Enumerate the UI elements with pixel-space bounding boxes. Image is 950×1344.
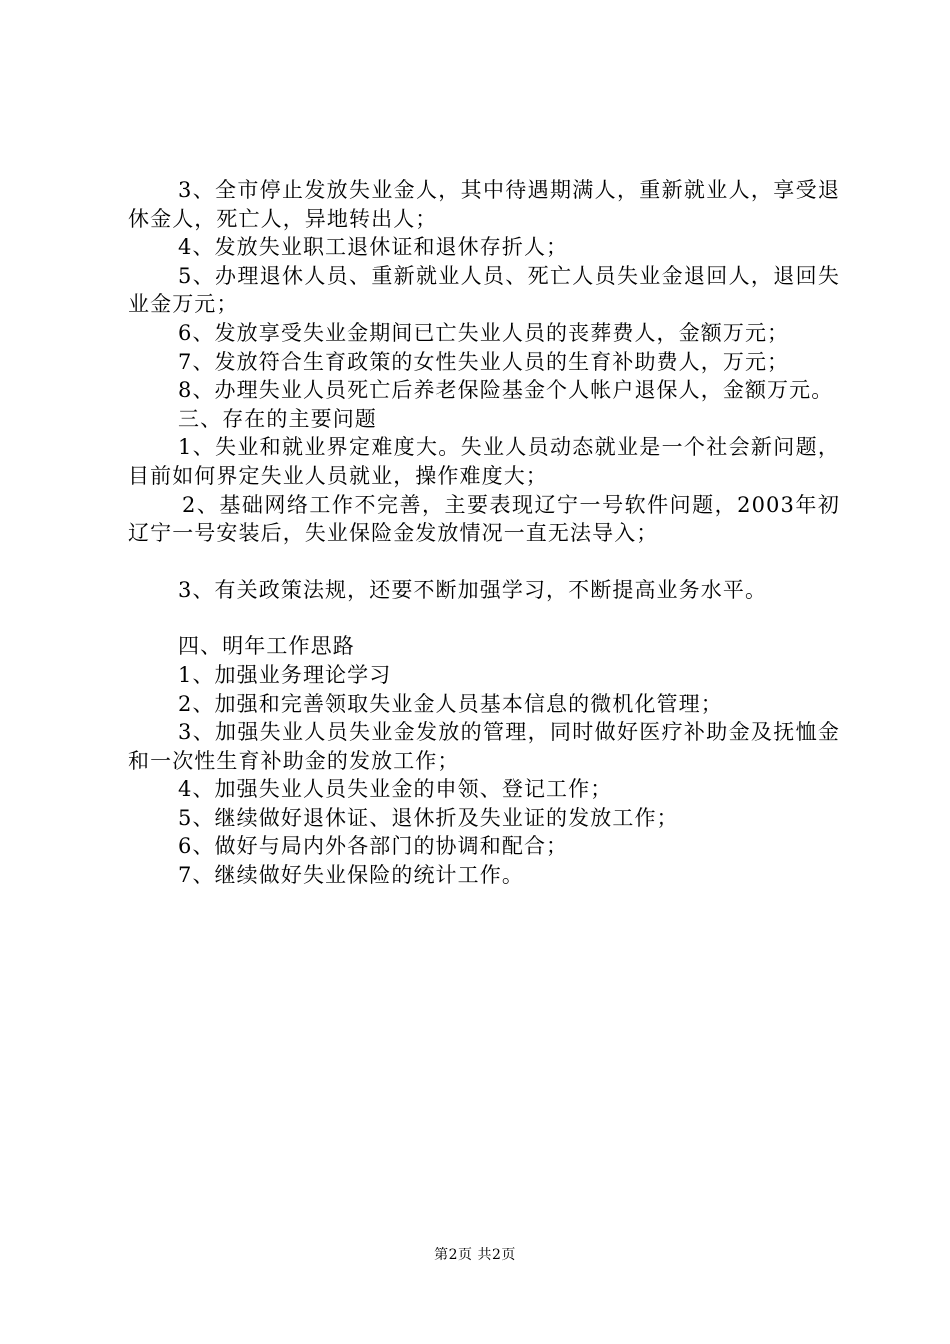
paragraph-plan-7: 7、继续做好失业保险的统计工作。 (178, 863, 524, 888)
section-heading-next-year-plan: 四、明年工作思路 (178, 634, 355, 659)
section-heading-main-problems: 三、存在的主要问题 (178, 406, 377, 431)
paragraph-plan-5: 5、继续做好退休证、退休折及失业证的发放工作； (178, 805, 679, 830)
paragraph-funeral-expenses: 6、发放享受失业金期间已亡失业人员的丧葬费人，金额万元； (178, 320, 790, 345)
paragraph-plan-2: 2、加强和完善领取失业金人员基本信息的微机化管理； (178, 691, 723, 716)
paragraph-benefit-refunds: 5、办理退休人员、重新就业人员、死亡人员失业金退回人，退回失业金万元； (128, 263, 840, 317)
paragraph-problem-2: 2、基础网络工作不完善，主要表现辽宁一号软件问题，2003年初辽宁一号安装后，失业保险金发放情况一直无法导入； (128, 492, 840, 546)
page-number-footer: 第2页 共2页 (434, 1247, 516, 1263)
paragraph-pension-refund: 8、办理失业人员死亡后养老保险基金个人帐户退保人，金额万元。 (178, 378, 834, 403)
paragraph-plan-6: 6、做好与局内外各部门的协调和配合； (178, 834, 569, 859)
paragraph-problem-3: 3、有关政策法规，还要不断加强学习，不断提高业务水平。 (178, 577, 768, 602)
paragraph-retirement-certificates: 4、发放失业职工退休证和退休存折人； (178, 235, 569, 260)
paragraph-stop-benefits: 3、全市停止发放失业金人，其中待遇期满人，重新就业人，享受退休金人，死亡人，异地转出人； (128, 178, 840, 231)
paragraph-problem-1: 1、失业和就业界定难度大。失业人员动态就业是一个社会新问题，目前如何界定失业人员就业，操作难度大； (128, 435, 840, 488)
paragraph-plan-4: 4、加强失业人员失业金的申领、登记工作； (178, 777, 613, 802)
paragraph-maternity-subsidy: 7、发放符合生育政策的女性失业人员的生育补助费人，万元； (178, 349, 790, 374)
paragraph-plan-1: 1、加强业务理论学习 (178, 662, 392, 687)
document-body (128, 176, 840, 890)
paragraph-plan-3: 3、加强失业人员失业金发放的管理，同时做好医疗补助金及抚恤金和一次性生育补助金的发放工作； (128, 720, 840, 773)
